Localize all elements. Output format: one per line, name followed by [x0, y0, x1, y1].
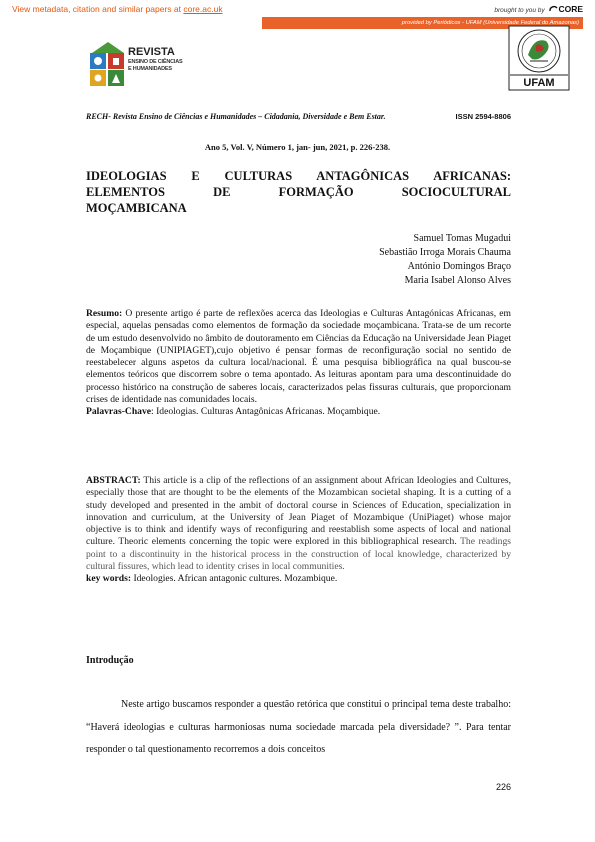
abstract-text: This article is a clip of the reflections of an assignment about African Ideologies and Cultures, especially those that are thought to be the elements of the Mozambican societal shaping. It is a cutting of a study developed and presented in the ambit of doctoral course in Sciences of Education, specialization in innovation and curriculum, at the University of Jean Piaget of Mozambique (UniPiaget) whose major objective is to think and identify ways of reconfiguring and reestablish some aspects of local and national culture. Theoric elements concerning the topic were explored in this bibliographical research.: [86, 475, 511, 548]
resumo-keywords-text: : Ideologias. Culturas Antagônicas Africanas. Moçambique.: [151, 406, 381, 418]
abstract-paragraph: [86, 475, 511, 573]
title-line-2: ELEMENTOS DE FORMAÇÃO SOCIOCULTURAL: [86, 185, 511, 199]
rech-logo-sub1: ENSINO DE CIÊNCIAS: [128, 59, 183, 65]
intro-paragraph: Neste artigo buscamos responder a questão retórica que constitui o principal tema deste trabalho: “Haverá ideologias e culturas harmoniosas numa sociedade marcada pela diversidade? ”. Para tentar responder o tal questionamento recorremos a dois conceitos: [86, 699, 511, 755]
author-name: Sebastião Irroga Morais Chauma: [379, 247, 511, 258]
abstract-keywords: [86, 573, 511, 585]
title-line-3: MOÇAMBICANA: [86, 201, 187, 215]
resumo-section: [86, 308, 511, 419]
core-logo[interactable]: [549, 4, 583, 14]
resumo-keywords: [86, 406, 511, 418]
rech-journal-logo: [88, 37, 188, 89]
rech-logo-title: REVISTA: [128, 46, 175, 58]
issue-info: Ano 5, Vol. V, Número 1, jan- jun, 2021, p. 226-238.: [204, 142, 391, 152]
page-number: 226: [495, 782, 511, 792]
abstract-keywords-label: key words:: [86, 573, 132, 585]
resumo-text: O presente artigo é parte de reflexões acerca das Ideologias e Culturas Antagónicas Africanas, em especial, aquelas pensadas como elementos de formação da sociedade moçambicana. Trata-se de um recorte de um estudo desenvolvido no âmbito de doutoramento em Ciências da Educação na Universidade Jean Piaget de Moçambique (UNIPIAGET),cujo objetivo é pensar formas de reconfiguração social no sentido de reestabelecer alguns aspetos da cultura local/nacional. É uma pesquisa bibliográfica na qual buscou-se elementos teóricos que discorrem sobre o tema apontado. As leituras apontam para uma descontinuidade do processo histórico na construção de saberes locais, caracterizados pelas fissuras culturais, que proporcionam crises de identidade nas comunidades locais.: [86, 308, 511, 406]
author-name: António Domingos Braço: [407, 261, 511, 272]
ufam-logo-label: UFAM: [523, 77, 555, 89]
core-metadata-link[interactable]: [12, 4, 223, 14]
core-brought-by: [494, 4, 583, 14]
core-brand: CORE: [558, 4, 583, 14]
author-list: [379, 232, 511, 288]
title-line-1: IDEOLOGIAS E CULTURAS ANTAGÔNICAS AFRICANAS:: [86, 169, 511, 183]
core-banner: [0, 0, 595, 30]
resumo-paragraph: [86, 308, 511, 406]
abstract-text-tail: The readings point to a discontinuity in the historical process in the construction of local knowledge, characterized by cultural fissures, which lead to identity crises in local communities.: [86, 536, 511, 573]
ufam-logo: [508, 25, 570, 91]
core-provided-by[interactable]: provided by Periódicos - UFAM (Universidade Federal do Amazonas): [262, 17, 583, 29]
journal-header: [86, 112, 511, 121]
article-title: [86, 168, 511, 216]
abstract-section: [86, 475, 511, 586]
author-name: Maria Isabel Alonso Alves: [404, 275, 511, 286]
section-heading-introducao: Introdução: [86, 655, 134, 666]
resumo-keywords-label: Palavras-Chave: [86, 406, 152, 418]
core-link-prefix: View metadata, citation and similar papers at: [12, 4, 181, 14]
abstract-keywords-text: Ideologies. African antagonic cultures. Mozambique.: [131, 573, 338, 585]
resumo-label: Resumo:: [86, 308, 123, 319]
author-name: Samuel Tomas Mugadui: [413, 233, 511, 244]
core-link-url[interactable]: core.ac.uk: [183, 4, 223, 14]
issn: ISSN 2594-8806: [455, 112, 511, 121]
journal-name: RECH- Revista Ensino de Ciências e Humanidades – Cidadania, Diversidade e Bem Estar.: [86, 112, 386, 121]
core-brought-text: brought to you by: [494, 7, 545, 14]
rech-logo-sub2: E HUMANIDADES: [128, 66, 172, 72]
abstract-label: ABSTRACT:: [86, 475, 141, 486]
